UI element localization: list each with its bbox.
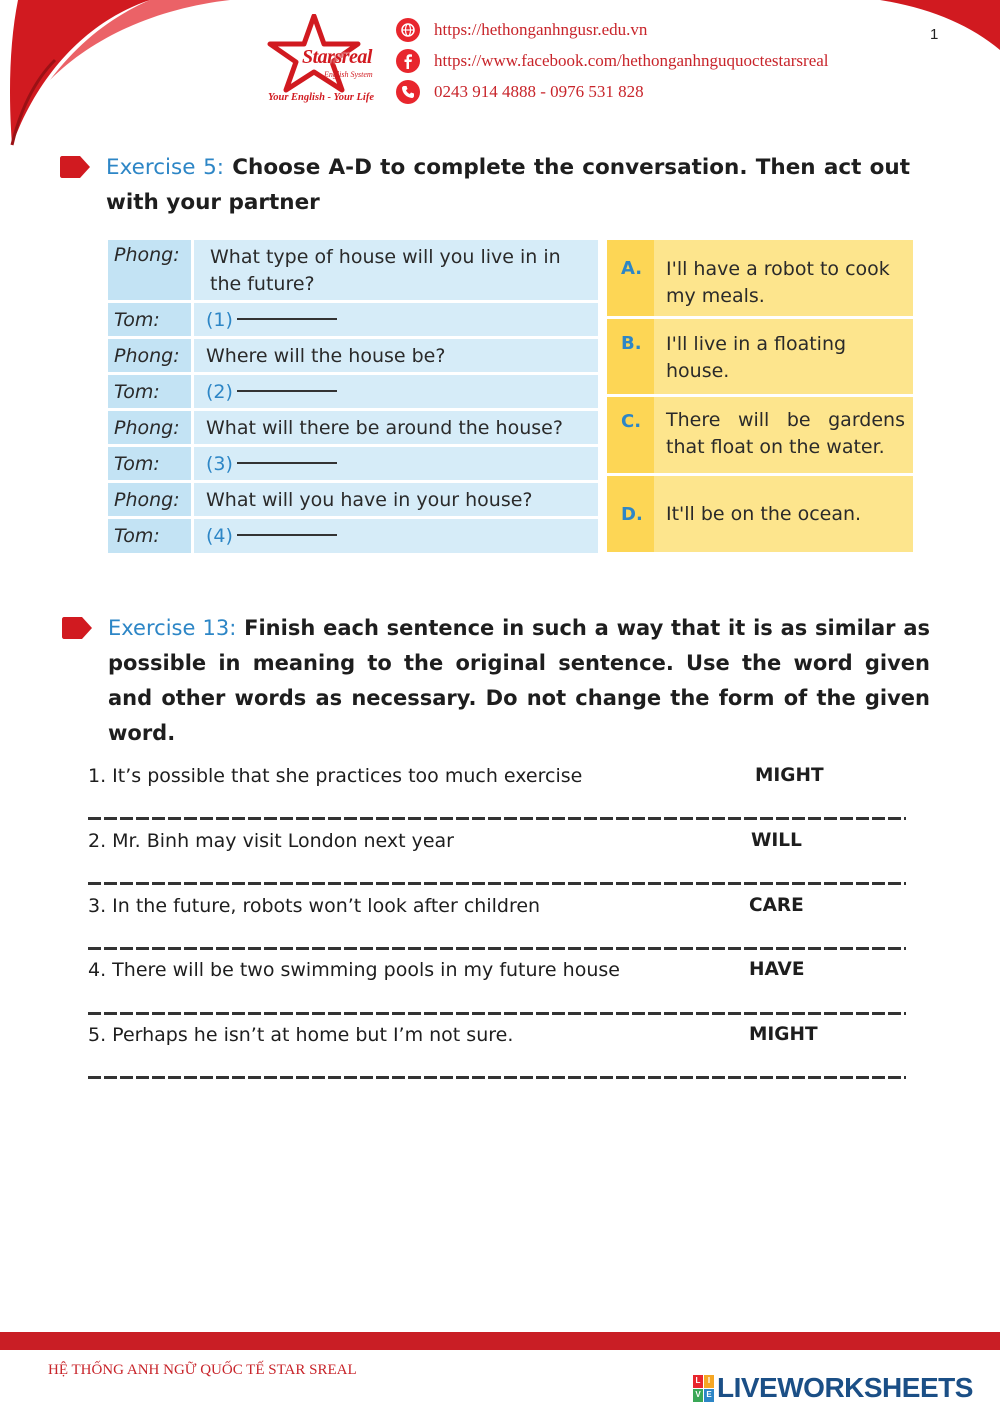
answer-line-2[interactable]: [88, 882, 906, 885]
original-sentence: 1. It’s possible that she practices too much exercise: [88, 765, 583, 787]
option-text: I'll have a robot to cook my meals.: [666, 258, 890, 307]
conversation-table: [108, 240, 598, 553]
keyword: HAVE: [749, 959, 805, 980]
exercise-13-heading: [108, 611, 930, 751]
option-c[interactable]: [607, 397, 913, 476]
original-sentence: 4. There will be two swimming pools in my future house: [88, 959, 620, 981]
option-letter: D.: [607, 476, 654, 552]
original-sentence: 5. Perhaps he isn’t at home but I’m not sure.: [88, 1024, 514, 1046]
phone-icon: [396, 80, 420, 104]
header-swoosh-decoration: [0, 0, 230, 150]
answer-line-4[interactable]: [88, 1012, 906, 1015]
answer-line-3[interactable]: [88, 947, 906, 950]
option-a[interactable]: [607, 240, 913, 319]
conversation-line: Where will the house be?: [206, 344, 446, 367]
contact-facebook[interactable]: [396, 45, 829, 76]
keyword: MIGHT: [749, 1024, 818, 1045]
keyword: WILL: [751, 830, 802, 851]
answer-line-5[interactable]: [88, 1076, 906, 1079]
contact-phone[interactable]: [396, 76, 829, 107]
option-letter: B.: [607, 319, 654, 394]
conversation-row: [108, 339, 598, 375]
facebook-link[interactable]: https://www.facebook.com/hethonganhnguquoctestarsreal: [434, 50, 829, 70]
original-sentence: 2. Mr. Binh may visit London next year: [88, 830, 454, 852]
option-letter: A.: [607, 240, 654, 316]
conversation-row: [108, 447, 598, 483]
globe-icon: [396, 18, 420, 42]
answer-options: [607, 240, 913, 552]
exercise-bullet-icon: [60, 156, 92, 178]
conversation-row: [108, 519, 598, 553]
liveworksheets-mark-icon: L I V E: [693, 1375, 713, 1401]
speaker: Tom:: [108, 375, 194, 408]
speaker: Phong:: [108, 240, 194, 300]
answer-blank-4[interactable]: (4): [194, 525, 598, 547]
conversation-row: [108, 375, 598, 411]
speaker: Phong:: [108, 339, 194, 372]
exercise-13-instruction: Finish each sentence in such a way that it is as similar as possible in meaning to the original sentence. Use the word given and other words as necessary. Do not change the form of the given word.: [108, 616, 930, 745]
option-text: There will be gardens that float on the water.: [666, 409, 905, 458]
facebook-icon: [396, 49, 420, 73]
original-sentence: 3. In the future, robots won’t look after children: [88, 895, 541, 917]
conversation-line: What will there be around the house?: [206, 416, 563, 439]
answer-blank-2[interactable]: (2): [194, 381, 598, 403]
brand-subtitle: English System: [324, 70, 373, 79]
footer-org-name: HỆ THỐNG ANH NGỮ QUỐC TẾ STAR SREAL: [48, 1362, 357, 1378]
conversation-row: [108, 303, 598, 339]
exercise-5-instruction: Choose A-D to complete the conversation. Then act out with your partner: [106, 155, 910, 215]
answer-line-1[interactable]: [88, 817, 906, 820]
option-letter: C.: [607, 397, 654, 473]
option-d[interactable]: [607, 476, 913, 552]
brand-name: Starsreal: [302, 46, 372, 68]
exercise-13-label: Exercise 13:: [108, 616, 237, 640]
keyword: MIGHT: [755, 765, 824, 786]
liveworksheets-logo[interactable]: [693, 1372, 973, 1404]
conversation-line: What will you have in your house?: [206, 488, 533, 511]
contact-list: [396, 14, 829, 107]
starsreal-logo: [262, 14, 386, 110]
option-b[interactable]: [607, 319, 913, 397]
conversation-line: What type of house will you live in in the future?: [210, 246, 561, 295]
conversation-row: [108, 483, 598, 519]
phone-number: 0243 914 4888 - 0976 531 828: [434, 81, 644, 101]
website-link[interactable]: https://hethonganhngusr.edu.vn: [434, 19, 648, 39]
conversation-row: [108, 411, 598, 447]
exercise-5-heading: [106, 150, 910, 220]
speaker: Tom:: [108, 447, 194, 480]
liveworksheets-brand: LIVEWORKSHEETS: [717, 1372, 973, 1403]
answer-blank-1[interactable]: (1): [194, 309, 598, 331]
exercise-bullet-icon: [62, 617, 94, 639]
answer-blank-3[interactable]: (3): [194, 453, 598, 475]
header-corner-decoration: [880, 0, 1000, 60]
page-number: 1: [930, 26, 939, 43]
exercise-5-label: Exercise 5:: [106, 155, 224, 180]
speaker: Tom:: [108, 519, 194, 553]
option-text: I'll live in a floating house.: [666, 333, 847, 382]
keyword: CARE: [749, 895, 804, 916]
option-text: It'll be on the ocean.: [666, 502, 862, 525]
brand-slogan: Your English - Your Life: [268, 92, 374, 103]
conversation-row: [108, 240, 598, 303]
footer-bar: [0, 1332, 1000, 1350]
speaker: Phong:: [108, 483, 194, 516]
contact-website[interactable]: [396, 14, 829, 45]
speaker: Phong:: [108, 411, 194, 444]
speaker: Tom:: [108, 303, 194, 336]
